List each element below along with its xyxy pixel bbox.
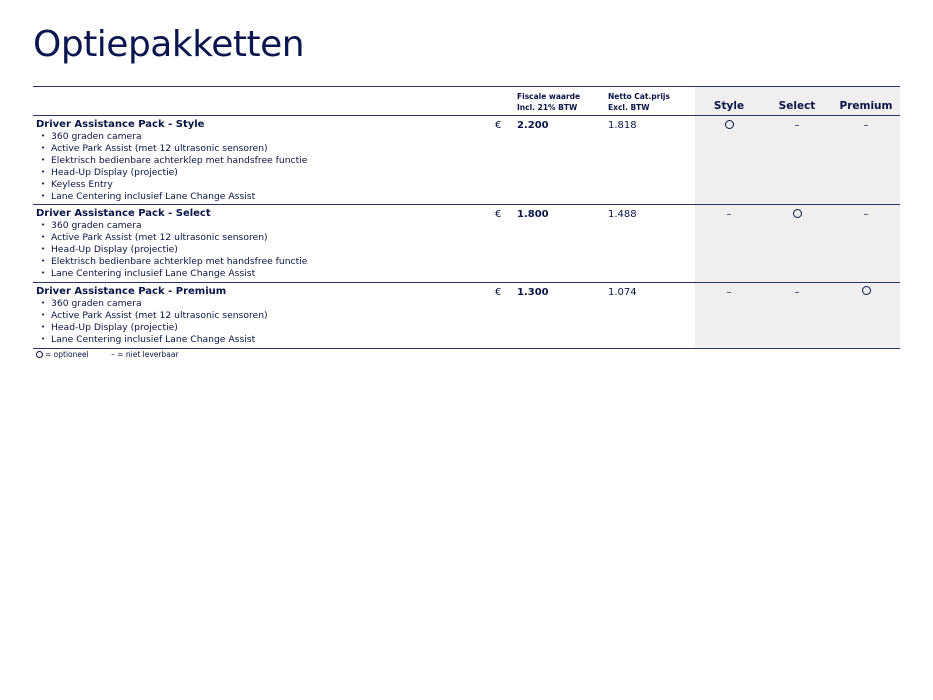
not-available-mark: – <box>726 209 732 221</box>
feature-item: • Head-Up Display (projectie) <box>33 167 900 179</box>
pack-name: Driver Assistance Pack - Premium <box>36 285 227 297</box>
feature-item: • Lane Centering inclusief Lane Change Assist <box>33 334 900 346</box>
options-table <box>33 86 900 349</box>
page-title: Optiepakketten <box>33 24 305 65</box>
optional-mark <box>695 119 763 132</box>
legend-optional <box>36 350 99 359</box>
not-available-mark: – <box>794 286 800 298</box>
table-row <box>33 205 900 283</box>
circle-icon <box>725 120 734 129</box>
col-select: Select <box>778 100 816 112</box>
feature-item: • Head-Up Display (projectie) <box>33 244 900 256</box>
col-style: Style <box>713 100 745 112</box>
currency-symbol: € <box>495 120 502 131</box>
fiscal-value: 1.800 <box>517 209 549 221</box>
col-premium: Premium <box>839 100 893 112</box>
not-available-mark: – <box>863 209 869 221</box>
netto-value: 1.818 <box>608 120 637 131</box>
legend-optional-text: = optioneel <box>45 350 89 359</box>
feature-item: • Lane Centering inclusief Lane Change Assist <box>33 268 900 280</box>
optional-mark <box>763 208 831 221</box>
circle-icon <box>862 286 871 295</box>
fiscal-value: 2.200 <box>517 120 549 131</box>
pack-name: Driver Assistance Pack - Style <box>36 119 205 130</box>
feature-item: • Keyless Entry <box>33 179 900 191</box>
not-available-mark: – <box>794 120 800 131</box>
fiscal-header-line2: Incl. 21% BTW <box>517 102 578 112</box>
currency-symbol: € <box>495 286 502 298</box>
feature-item: • Elektrisch bedienbare achterklep met handsfree functie <box>33 256 900 268</box>
circle-icon <box>793 209 802 218</box>
fiscal-header-line1: Fiscale waarde <box>517 92 581 101</box>
netto-header-line1: Netto Cat.prijs <box>608 92 670 101</box>
netto-value: 1.074 <box>608 286 637 298</box>
feature-item: • 360 graden camera <box>33 220 900 232</box>
feature-list <box>33 220 900 280</box>
feature-item: • Active Park Assist (met 12 ultrasonic sensoren) <box>33 310 900 322</box>
not-available-mark: – <box>726 286 732 298</box>
table-row <box>33 283 900 349</box>
feature-item: • 360 graden camera <box>33 131 900 143</box>
feature-item: • Active Park Assist (met 12 ultrasonic sensoren) <box>33 232 900 244</box>
optional-mark <box>832 286 900 299</box>
feature-list <box>33 131 900 202</box>
netto-header-line2: Excl. BTW <box>608 102 650 112</box>
feature-item: • 360 graden camera <box>33 298 900 310</box>
table-header <box>33 87 900 116</box>
feature-item: • Active Park Assist (met 12 ultrasonic sensoren) <box>33 143 900 155</box>
netto-value: 1.488 <box>608 209 637 221</box>
feature-list <box>33 298 900 346</box>
feature-item: • Head-Up Display (projectie) <box>33 322 900 334</box>
currency-symbol: € <box>495 209 502 221</box>
feature-item: • Elektrisch bedienbare achterklep met handsfree functie <box>33 155 900 167</box>
legend <box>36 350 189 359</box>
feature-item: • Lane Centering inclusief Lane Change Assist <box>33 191 900 203</box>
netto-header <box>608 92 670 113</box>
pack-name: Driver Assistance Pack - Select <box>36 208 211 220</box>
table-row <box>33 116 900 205</box>
legend-none: – = niet leverbaar <box>111 350 179 359</box>
not-available-mark: – <box>863 120 869 131</box>
circle-icon <box>36 351 43 358</box>
fiscal-header <box>517 92 580 113</box>
fiscal-value: 1.300 <box>517 286 549 298</box>
